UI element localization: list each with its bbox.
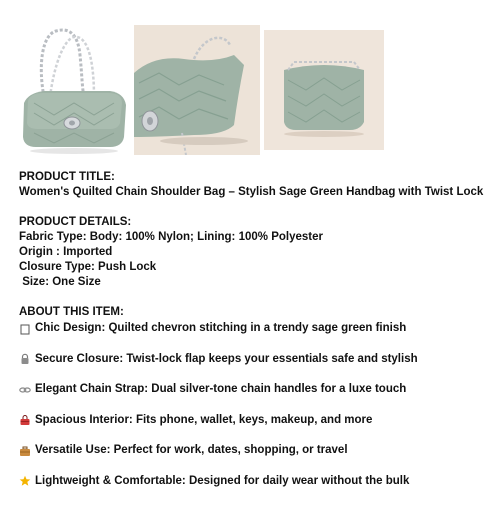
feature-item xyxy=(19,474,499,489)
star-icon xyxy=(19,475,31,487)
product-image-gallery xyxy=(0,0,504,160)
product-image-front[interactable] xyxy=(14,25,134,155)
feature-text-secure-closure: Secure Closure: Twist-lock flap keeps your essentials safe and stylish xyxy=(35,352,418,365)
detail-origin: Origin : Imported xyxy=(19,246,113,258)
handbag-icon xyxy=(19,414,31,426)
product-title: Women's Quilted Chain Shoulder Bag – Stylish Sage Green Handbag with Twist Lock xyxy=(19,186,484,198)
product-image-back[interactable] xyxy=(264,30,384,150)
feature-text-lightweight: Lightweight & Comfortable: Designed for daily wear without the bulk xyxy=(35,474,410,487)
feature-text-spacious-interior: Spacious Interior: Fits phone, wallet, keys, makeup, and more xyxy=(35,413,373,426)
feature-item xyxy=(19,413,499,428)
briefcase-icon xyxy=(19,445,31,457)
feature-text-versatile-use: Versatile Use: Perfect for work, dates, shopping, or travel xyxy=(35,444,348,456)
sparkle-icon xyxy=(19,323,31,335)
product-image-side[interactable] xyxy=(134,25,260,155)
product-details-label: PRODUCT DETAILS: xyxy=(19,216,132,228)
detail-fabric-type: Fabric Type: Body: 100% Nylon; Lining: 100% Polyester xyxy=(19,231,323,243)
feature-text-chain-strap: Elegant Chain Strap: Dual silver-tone chain handles for a luxe touch xyxy=(35,383,407,395)
feature-item xyxy=(19,352,499,367)
chain-link-icon xyxy=(19,384,31,396)
product-title-label: PRODUCT TITLE: xyxy=(19,171,115,183)
about-item-label: ABOUT THIS ITEM: xyxy=(19,306,124,318)
detail-size: Size: One Size xyxy=(19,276,101,288)
feature-text-chic-design: Chic Design: Quilted chevron stitching in a trendy sage green finish xyxy=(35,322,407,334)
detail-closure-type: Closure Type: Push Lock xyxy=(19,261,157,273)
product-description xyxy=(19,170,499,489)
feature-item xyxy=(19,382,499,397)
feature-item xyxy=(19,443,499,458)
feature-item xyxy=(19,321,499,336)
lock-icon xyxy=(19,353,31,365)
